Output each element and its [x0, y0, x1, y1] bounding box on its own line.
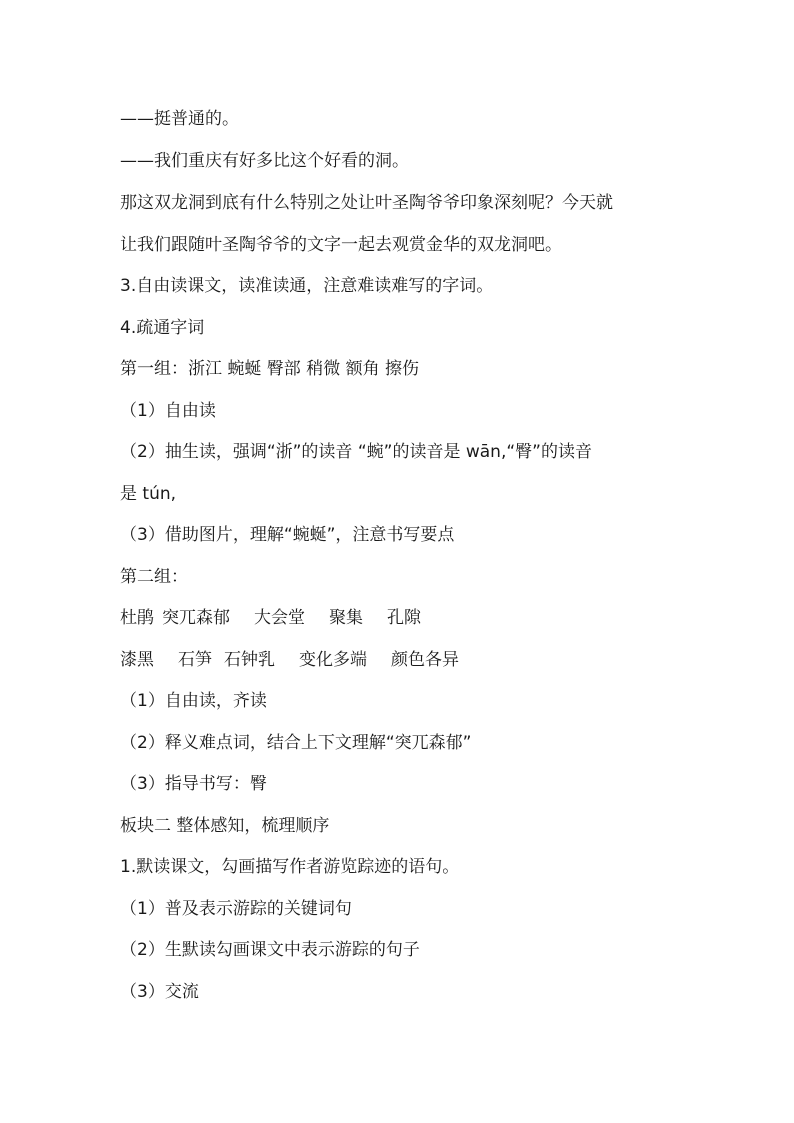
paragraph-line-1: 那这双龙洞到底有什么特别之处让叶圣陶爷爷印象深刻呢？今天就: [120, 193, 613, 213]
group-1-words: 第一组：浙江 蜿蜒 臀部 稍微 额角 擦伤: [120, 359, 420, 379]
section-2-sub-2: （2）生默读勾画课文中表示游踪的句子: [120, 940, 420, 960]
group-2-words-row-1: [120, 606, 431, 630]
word: 石钟乳: [224, 650, 275, 670]
word: 杜鹃: [120, 608, 154, 628]
word: 石笋: [178, 650, 212, 670]
group-2-sub-2: （2）释义难点词，结合上下文理解“突兀森郁”: [120, 733, 472, 753]
section-2-sub-3: （3）交流: [120, 982, 199, 1002]
group-2-words-row-2: [120, 648, 469, 672]
group-1-sub-2: （2）抽生读，强调“浙”的读音 “蜿”的读音是 wān,“臀”的读音: [120, 442, 592, 462]
word: 变化多端: [299, 650, 367, 670]
word: 颜色各异: [391, 650, 459, 670]
paragraph-line-2: 让我们跟随叶圣陶爷爷的文字一起去观赏金华的双龙洞吧。: [120, 235, 562, 255]
group-2-sub-1: （1）自由读，齐读: [120, 691, 267, 711]
dialogue-line-1: ——挺普通的。: [120, 109, 239, 129]
word: 孔隙: [387, 608, 421, 628]
group-1-sub-2-cont: 是 tún,: [120, 484, 177, 504]
section-2-sub-1: （1）普及表示游踪的关键词句: [120, 899, 352, 919]
step-3: 3.自由读课文，读准读通，注意难读难写的字词。: [120, 276, 494, 296]
word: 大会堂: [254, 608, 305, 628]
step-4-heading: 4.疏通字词: [120, 318, 205, 338]
dialogue-line-2: ——我们重庆有好多比这个好看的洞。: [120, 151, 409, 171]
group-1-sub-3: （3）借助图片，理解“蜿蜒”，注意书写要点: [120, 525, 455, 545]
group-2-heading: 第二组：: [120, 567, 188, 587]
word: 漆黑: [120, 650, 154, 670]
section-2-step-1: 1.默读课文，勾画描写作者游览踪迹的语句。: [120, 857, 460, 877]
word: 聚集: [329, 608, 363, 628]
section-2-heading: 板块二 整体感知，梳理顺序: [120, 816, 330, 836]
word: 突兀森郁: [162, 608, 230, 628]
group-2-sub-3: （3）指导书写：臀: [120, 774, 267, 794]
group-1-sub-1: （1）自由读: [120, 401, 216, 421]
